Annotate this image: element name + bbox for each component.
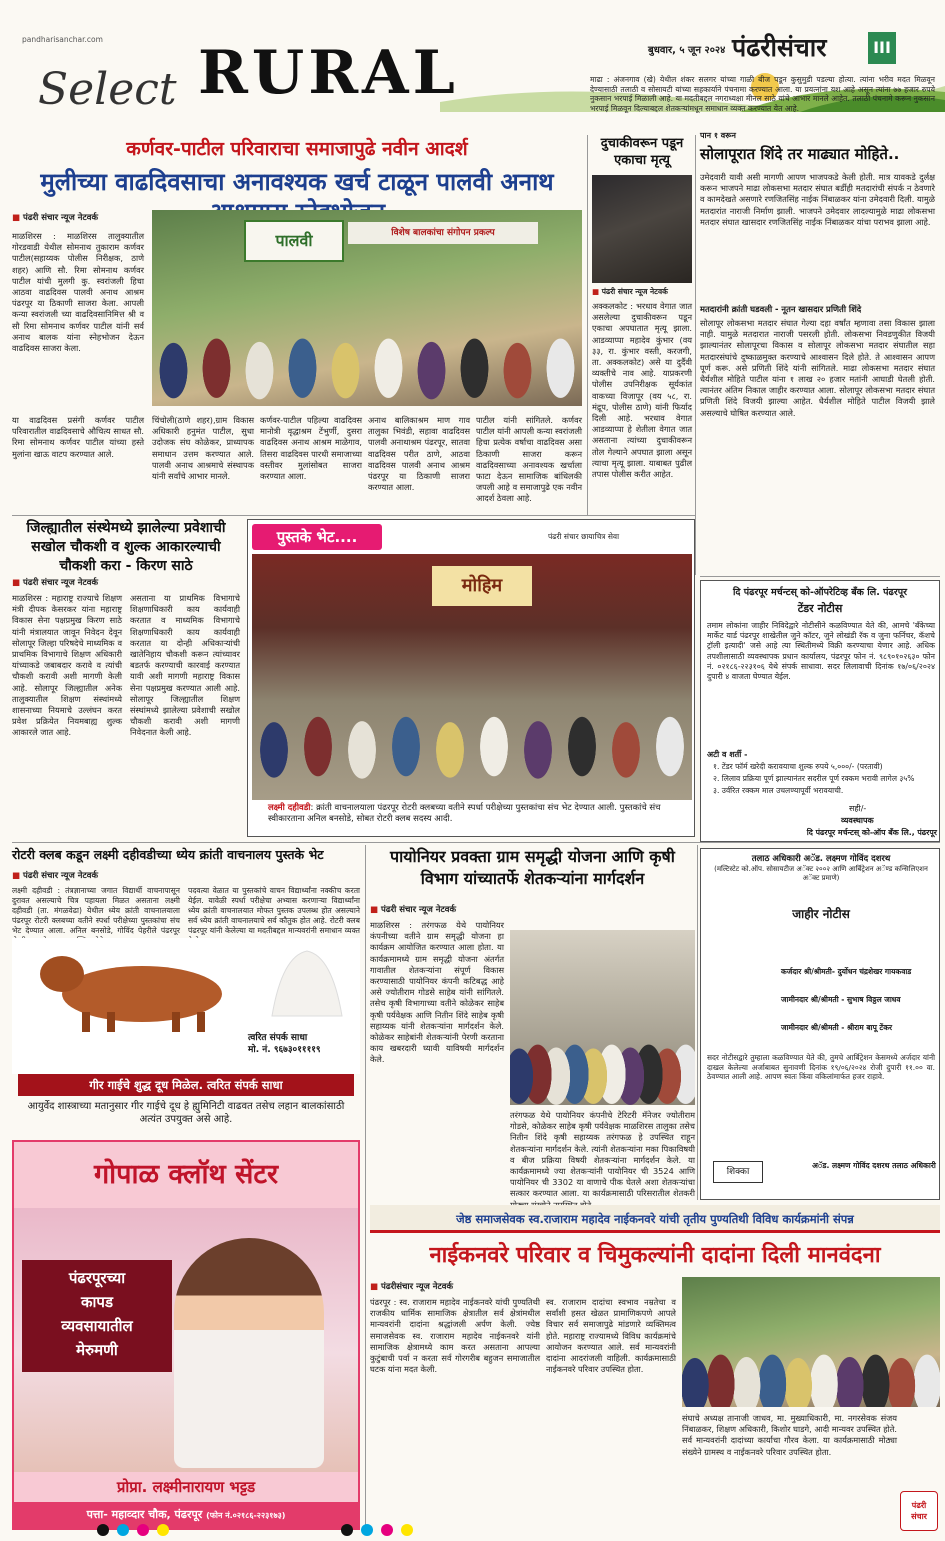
books-people bbox=[252, 633, 692, 800]
rotary-byline: ■ पंढरी संचार न्यूज नेटवर्क bbox=[12, 871, 98, 881]
accident-byline-text: पंढरी संचार न्यूज नेटवर्क bbox=[601, 287, 668, 296]
print-color-marks bbox=[96, 1522, 236, 1536]
pioneer-people bbox=[510, 1009, 695, 1105]
naikanware-headline: नाईकनवरे परिवार व चिमुकल्यांनी दादांना दिली मानवंदना bbox=[429, 1243, 881, 1268]
naikanware-byline-text: पंढरीसंचार न्यूज नेटवर्क bbox=[381, 1282, 454, 1292]
bank-title: टेंडर नोटीस bbox=[797, 602, 843, 615]
pioneer-photo[interactable] bbox=[510, 930, 695, 1105]
pioneer-col2: तरंगफळ येथे पायोनियर कंपनीचे टेरिटरी मॅनेजर ज्योतीराम गोडसे, कोळेकर साहेब कृषी पर्यवेक्षक माळशिरस तालुका तसेच नितीन शिंदे कृषी सहाय्यक तरंगफळ हे उपस्थित राहून शेतकऱ्यांना मार्गदर्शन केले. त्यांनी शेतकऱ्यांना मका पिकाविषयी व बीज प्रक्रिया विषयी शेतकऱ्यांना मार्गदर्शन केले. या कार्यक्रमामध्ये ज्या शेतकऱ्यांनी पायोनियर ची 3524 आणि पायोनियर ची 3302 या वाणाचे पीक घेतले अशा शेतकऱ्यांचा सत्कार करण्यात आला. या कार्यक्रमासाठी परिसरातील शेतकरी bbox=[510, 1110, 695, 1199]
education-byline: ■ पंढरी संचार न्यूज नेटवर्क bbox=[12, 578, 98, 588]
pioneer-headline: पायोनियर प्रवक्ता ग्राम समृद्धी योजना आणि कृषी विभाग यांच्यातर्फे शेतकऱ्यांना मार्गदर्शन bbox=[390, 847, 675, 888]
education-headline: जिल्ह्यातील संस्थेमध्ये झालेल्या प्रवेशाची सखोल चौकशी व शुल्क आकारल्याची चौकशी करा - किरण साठे bbox=[26, 520, 226, 574]
story1-col4: कर्णवर-पाटील पहिल्या वाढदिवस मानोत्री वृद्धाश्रम टेंभुर्णी, दुसरा वाढदिवस अनाथ आश्रम माळेगाव, तिसरा वाढदिवस पारधी समाजाच्या वस्तीवर मुलांसोबत साजरा करण्यात आला. bbox=[260, 415, 362, 482]
divider bbox=[12, 515, 695, 516]
divider bbox=[695, 135, 696, 575]
pioneer-col1: माळशिरस : तरंगफळ येथे पायोनियर कंपनीच्या वतीने ग्राम समृद्धी योजना हा कार्यक्रम आयोजित करण्यात आला होता. या कार्यक्रमामध्ये ग्राम समृद्धी योजना अंतर्गत गावातील शेतकऱ्यांना संपूर्ण विकास करण्यासाठी पायोनियर कंपनी कटिबद्ध आहे असे ज्योतीराम गोडसे साहेब यांनी सांगितले. तसेच कृषी विभागाच्या वतीने कोळेकर साहेब कृषी पर्यवेक्षक आणि नितीन शिंदे साहेब कृषी सहाय्यक यांनी शेतकऱ्यांना मार्गदर्शन केले. कोळेकर साहेबांनी शेतकऱ्यांनी पेरणी करताना काय खबरदारी घ्यावी याविषयी मार्गदर्शन केले. bbox=[370, 920, 504, 1065]
woman-figure bbox=[174, 1238, 324, 1468]
story1-col5: अनाथ बालिकाश्रम माण गाव तालुका भिवंडी, सहावा वाढदिवस पालवी अनाथाश्रम पंढरपूर, सातवा वाढदिवस परीत ठाणे, आठवा वाढदिवस पालवी अनाथ आश्रम पंढरपूर या ठिकाणी साजरा करण्यात आला. bbox=[368, 415, 470, 493]
cloth-tagline bbox=[22, 1260, 172, 1372]
milk-splash bbox=[262, 946, 352, 1026]
gir-cow-ad bbox=[12, 938, 360, 1074]
print-color-marks bbox=[340, 1522, 480, 1536]
naikanware-col3: संघाचे अध्यक्ष तानाजी जाधव, मा. मुख्याधिकारी, मा. नगरसेवक संजय निंबाळकर, शिक्षण अधिकारी, किशोर घाडगे, आदी मान्यवर उपस्थित होते. सर्व मान्यवरांनी दादांच्या कार्याचा गौरव केला. या कार्यक्रमासाठी मोठ्या संख्येने ग्रामस्थ व नाईकनवरे परिवार उपस्थित होता. bbox=[682, 1413, 897, 1457]
divider bbox=[365, 845, 366, 1535]
education-byline-text: पंढरी संचार न्यूज नेटवर्क bbox=[23, 578, 98, 588]
legal-name-2: जामीनदार श्री/श्रीमती - सुभाष विठ्ठल जाधव bbox=[781, 995, 901, 1004]
masthead-rural: RURAL bbox=[198, 38, 459, 108]
legal-title: जाहीर नोटीस bbox=[792, 907, 850, 921]
accident-photo[interactable] bbox=[592, 175, 692, 283]
photo-banner: पालवी bbox=[244, 220, 344, 262]
cloth-address: पत्ता- महाव्दार चौक, पंढरपूर bbox=[86, 1508, 203, 1521]
books-credit: पंढरी संचार छायाचित्र सेवा bbox=[548, 532, 620, 541]
bank-term-3: ३. उर्वरित रक्कम माल उचलण्यापूर्वी भरावयाची. bbox=[713, 786, 844, 795]
legal-name-1: कर्जदार श्री/श्रीमती- दुर्योधन चंद्रशेखर गायकवाड bbox=[781, 967, 912, 976]
rotary-headline: रोटरी क्लब कडून लक्ष्मी दहीवडीच्या ध्येय क्रांती वाचनालय पुस्तके भेट bbox=[12, 847, 324, 862]
naikanware-photo[interactable] bbox=[682, 1277, 940, 1407]
story-rotary bbox=[12, 846, 360, 936]
story-palavi bbox=[12, 135, 582, 511]
tagline-2: कापड bbox=[81, 1293, 113, 1311]
logo-line1: पंढरी bbox=[911, 1501, 927, 1510]
site-url[interactable]: pandharisanchar.com bbox=[22, 35, 103, 44]
caption-text: क्रांती वाचनालयाला पंढरपूर रोटरी क्लबच्या वतीने स्पर्धा परीक्षेच्या पुस्तकांचा संच भेट देण्यात आली. पुस्तकांचे संच स्वीकारताना अनिल बनसोडे, सोबत रोटरी क्लब सदस्य आदी. bbox=[268, 803, 661, 824]
story1-col1: माळशिरस : माळशिरस तालुक्यातील गोरडवाडी येथील सोमनाथ तुकाराम कर्णवर पाटील(सहाय्यक पोलीस निरीक्षक, ठाणे शहर) आणि सौ. रिमा सोमनाथ कर्णवर पाटील यांची मुलगी कु. स्वरांजली हिचा आठवा वाढदिवस पालवी अनाथ आश्रम पंढरपूर या ठिकाणी साजरा केला. आपली कन्या स्वरांजली च्या वाढदिवसानिमित्त श्री व सौ रिमा सोमनाथ कर्णवर पाटील यांनी सर्व अनाथ बालक यांना स्नेहभोजन देऊन वाढदिवस साजरा केला. bbox=[12, 231, 144, 354]
solapur-headline: सोलापूरात शिंदे तर माढ्यात मोहिते.. bbox=[700, 145, 900, 163]
logo-line2: संचार bbox=[911, 1512, 927, 1521]
logo-badge bbox=[900, 1491, 938, 1531]
education-col2: असताना या प्राथमिक विभागाचे शिक्षणाधिकारी काय कार्यवाही करतात व माध्यमिक विभागाचे शिक्षणाधिकारी काय कार्यवाही करतात या दोन्ही अधिकाऱ्यांची खातेनिहाय चौकशी करून त्यांच्यावर बडतर्फ करण्याची कारवाई करण्यात यावी अशी मागणी महाराष्ट्र विकास सेना पक्षप्रमुख करण्यात आली आहे. सोलापूर जिल्ह्यातील शिक्षण संस्थांमध्ये झालेल्या प्रवेशाची सखोल चौकशी करावी अशी मागणी निवेदनात केली आहे. bbox=[130, 593, 240, 738]
books-photo[interactable] bbox=[252, 554, 692, 800]
accident-byline: ■ पंढरी संचार न्यूज नेटवर्क bbox=[592, 287, 668, 296]
legal-head1: तलाठ अधिकारी अॅड. लक्ष्मण गोविंद दशरथ bbox=[751, 854, 891, 864]
bank-term-1: १. टेंडर फॉर्म खरेदी करावयाचा शुल्क रुपये ५,०००/- (परतावी) bbox=[713, 762, 883, 771]
story-pioneer bbox=[370, 846, 695, 1201]
photo-banner-2: विशेष बालकांचा संगोपन प्रकल्प bbox=[348, 222, 538, 244]
legal-body: सदर नोटीसद्वारे तुम्हाला कळविण्यात येते की, तुमचे आर्बिट्रेशन केसमध्ये अर्जदार यांनी दाखल केलेल्या अर्जाबाबत सुनावणी दिनांक १९/०६/२०२४ रोजी दुपारी ११.०० वा. ठेवण्यात आली आहे. आपण स्वतः किंवा वकिलांमार्फत हजर राहावे. bbox=[707, 1053, 935, 1082]
masthead bbox=[0, 0, 945, 130]
naikanware-kicker: जेष्ठ समाजसेवक स्व.राजाराम महादेव नाईकनवरे यांची तृतीय पुण्यतिथी विविध कार्यक्रमांनी संपन्न bbox=[370, 1205, 940, 1233]
cloth-title: गोपाळ क्लॉथ सेंटर bbox=[14, 1142, 358, 1208]
books-caption: लक्ष्मी दहीवडी: क्रांती वाचनालयाला पंढरपूर रोटरी क्लबच्या वतीने स्पर्धा परीक्षेच्या पुस्तकांचा संच भेट देण्यात आली. पुस्तकांचे संच स्वीकारताना अनिल बनसोडे, सोबत रोटरी क्लब सदस्य आदी. bbox=[268, 803, 661, 824]
bank-term-2: २. लिलाव प्रक्रिया पूर्ण झाल्यानंतर सदरील पूर्ण रक्कम भरावी लागेल ३५% bbox=[713, 774, 915, 783]
tagline-4: मेरुमणी bbox=[76, 1341, 118, 1359]
cloth-center-ad bbox=[12, 1140, 360, 1530]
story1-byline-text: पंढरी संचार न्यूज नेटवर्क bbox=[23, 213, 98, 223]
cow-contact-label: त्वरित संपर्क साधा bbox=[248, 1033, 308, 1043]
story-naikanware bbox=[370, 1205, 940, 1535]
accident-body: अक्कलकोट : भरधाव वेगात जात असलेल्या दुचाकीवरून पडून एकाचा अपघातात मृत्यू झाला. आडव्याप्पा महादेव कुंभार (वय ३३, रा. कुंभार वस्ती, करजगी, ता. अक्कलकोट) असे या दुर्दैवी व्यक्तीचे नाव आहे. याप्रकरणी पोलीस उपनिरीक्षक सूर्यकांत वाकच्या विजापूर (वय ५८, रा. मंद्रूप, पोलीस ठाणे) यांनी फिर्याद दिली आहे. भरधाव वेगात आडव्याप्पा हे शेतीला वेगात जात असताना त्यांच्या दुचाकीवरून तोल गेल्याने अपघात झाला असून त्याचा मृत्यू झाला. याबाबत पुढील तपास पोलीस करीत आहेत. bbox=[592, 301, 692, 480]
books-banner: मोहिम bbox=[432, 566, 532, 606]
caption-label: लक्ष्मी दहीवडी bbox=[268, 803, 311, 813]
story1-photo[interactable] bbox=[152, 210, 582, 406]
story1-byline: ■ पंढरी संचार न्यूज नेटवर्क bbox=[12, 213, 98, 223]
story-education bbox=[12, 519, 240, 837]
books-headline: पुस्तके भेट.... bbox=[252, 524, 382, 550]
books-feature bbox=[247, 519, 695, 837]
naikanware-col1: पंढरपूर : स्व. राजाराम महादेव नाईकनवरे यांची पुण्यतिथी राजकीय धार्मिक सामाजिक क्षेत्रातील सर्व क्षेत्रांमधील मान्यवरांनी दादांना श्रद्धांजली अर्पण केली. ज्येष्ठ समाजसेवक स्व. राजाराम महादेव नाईकनवरे यांनी सामाजिक क्षेत्रामध्ये काम करत असताना आपल्या कुटुंबाची पर्वा न करता सर्व गोरगरीब बहुजन समाजातील घटक यांना मदत केली. bbox=[370, 1297, 540, 1375]
story1-col6: पाटील यांनी सांगितले. कर्णवर पाटील यांनी आपली कन्या स्वरांजली हिचा प्रत्येक वर्षाचा वाढदिवस असा ठिकाणी साजरा करून वाढदिवसाच्या अनावश्यक खर्चाला फाटा देऊन सामाजिक बांधिलकी जपली आहे व समाजापुढे एक नवीन आदर्श ठेवला आहे. bbox=[476, 415, 582, 504]
story1-headline: मुलीच्या वाढदिवसाचा अनावश्यक खर्च टाळून पालवी अनाथ bbox=[40, 168, 554, 196]
solapur-subhead: मतदारांनी क्रांती घडवली - नूतन खासदार प्रणिती शिंदे bbox=[700, 304, 862, 314]
naikanware-col2: स्व. राजाराम दादांचा स्वभाव नम्रतेचा व सर्वांशी हसत खेळत प्रामाणिकपणे आपले विचार सर्व समाजापुढे मांडणारे व्यक्तिमत्व होते. महाराष्ट्र राज्यामध्ये विविध कार्यक्रमांचे आयोजन करण्यात आले. सर्व मान्यवरांनी दादांना आदरांजली वाहिली. कार्यक्रमासाठी नाईकनवरे परिवार उपस्थित होता. bbox=[546, 1297, 676, 1375]
pioneer-byline: ■ पंढरी संचार न्यूज नेटवर्क bbox=[370, 905, 456, 915]
naikanware-people bbox=[682, 1336, 940, 1408]
legal-sign: अॅड. लक्ष्मण गोविंद दशरथ तलाठ अधिकारी bbox=[812, 1161, 936, 1170]
story1-kicker: कर्णवर-पाटील परिवाराचा समाजापुढे नवीन आदर्श bbox=[126, 138, 468, 160]
cloth-owner: प्रोप्रा. लक्ष्मीनारायण भट्टड bbox=[14, 1472, 358, 1502]
rotary-col2: पदवत्या वेळात या पुस्तकांचे वाचन विद्यार्थ्यांना नक्कीच करता येईल. यावेळी स्पर्धा परीक्षेचा अभ्यास करणाऱ्या विद्यार्थ्यांना ध्येय क्रांती वाचनालयात मोफत पुस्तक उपलब्ध होत असल्याने सर्व ध्येय क्रांती वाचनालयाचे सर्व कौतुक होत आहे. रोटरी क्लब पंढरपूर यांनी केलेल्या या मदतीबद्दल मान्यवरांनी समाधान व्यक्त bbox=[188, 886, 360, 935]
cow-phone[interactable]: मो. नं. ९६७३०११११९ bbox=[248, 1045, 321, 1055]
accident-headline: दुचाकीवरून पडून एकाचा मृत्यू bbox=[600, 136, 684, 168]
masthead-select: Select bbox=[38, 64, 177, 115]
divider bbox=[700, 576, 940, 577]
bank-terms-title: अटी व शर्ती - bbox=[707, 750, 748, 759]
legal-notice bbox=[700, 848, 940, 1200]
rotary-col1: लक्ष्मी दहीवडी : तंत्रज्ञानाच्या जगात विद्यार्थी वाचनापासून दुरावत असल्याचे चित्र पहायला मिळत असताना लक्ष्मी दहीवडी (ता. मंगळवेढा) येथील ध्येय क्रांती वाचनालयाला पंढरपूर रोटरी क्लबच्या वतीने स्पर्धा परीक्षेच्या पुस्तकांचा संच भेट देण्यात आला. अनिल बनसोडे, गोविंद पेहरीले पंढरपूर bbox=[12, 886, 180, 935]
bank-sign-3: दि पंढरपूर मर्चन्टस् को-ऑप बँक लि., पंढरपूर bbox=[806, 828, 937, 837]
issue-date: बुधवार, ५ जून २०२४ bbox=[648, 45, 726, 56]
legal-head2: (मल्टिस्टेट को.ऑप. सोसायटीज अॅक्ट २००२ आणि आर्बिट्रेशन अॅण्ड कन्सिलिएशन अॅक्ट प्रमाणे) bbox=[714, 865, 928, 882]
legal-name-3: जामीनदार श्री/श्रीमती - श्रीराम बापू टेंकर bbox=[781, 1023, 893, 1032]
cloth-phone[interactable]: (फोन नं.०२१८६-२२३१७३) bbox=[206, 1511, 286, 1520]
pioneer-byline-text: पंढरी संचार न्यूज नेटवर्क bbox=[381, 905, 456, 915]
story-solapur bbox=[700, 130, 935, 575]
story1-col2: या वाढदिवस प्रसंगी कर्णवर पाटील परिवारातील वाढदिवसाचे औचित्य साधत सौ. रिमा सोमनाथ कर्णवर पाटील यांच्या हस्ते मुलांना खाऊ वाटप करण्यात आले. bbox=[12, 415, 144, 459]
page-number: III bbox=[868, 32, 896, 64]
cow-banner: गीर गाईचे शुद्ध दूध मिळेल. त्वरित संपर्क साधा bbox=[18, 1074, 354, 1096]
photo-people bbox=[152, 288, 582, 406]
tagline-3: व्यवसायातील bbox=[61, 1317, 133, 1335]
bank-name: दि पंढरपूर मर्चन्टस् को-ऑपरेटिव्ह बँक लि. पंढरपूर bbox=[732, 587, 908, 598]
legal-stamp: शिक्का bbox=[713, 1161, 763, 1183]
bank-sign-1: सही/- bbox=[849, 804, 867, 813]
divider bbox=[12, 842, 940, 843]
divider bbox=[697, 845, 698, 1200]
story1-col3: चिंचोली(ठाणे शहर),ग्राम विकास अधिकारी हनुमंत पाटील, सुधा उदोजक संघ कोळेकर, प्राध्यापक समाधान उत्तम करण्यात आले. पालवी अनाथ आश्रमाचे संस्थापक यांनी सर्वांचे आभार मानले. bbox=[152, 415, 254, 482]
cow-sub: आयुर्वेद शास्त्राच्या मतानुसार गीर गाईचे दूध हे ह्युमिनिटी वाढवत तसेच लहान बालकांसाठी अत्यंत उपयुक्त असे आहे. bbox=[27, 1101, 345, 1125]
divider bbox=[587, 135, 588, 515]
top-strip-news: माढा : अंजनगाव (खे) येथील शंकर सलगर यांच्या गाळी बीज पडून कुसुमुडी पडल्या होत्या. त्यांना भरीव मदत मिळवून देण्यासाठी तलाठी व सोसायटी यांच्या सहकार्याने पंचनामा करण्यात आला. या प्रयत्नांना यश आहे असून त्यांना ७७ हजार रुपये नुकसान भरपाई मिळाली आहे. या मदतीबद्दल नगराध्यक्षा मीनल साठे यांचे आभार मानले आहेत. तलाठी पंचनामे करून नुकसान भरपाई मिळवून दिल्याबद्दल शेतकऱ्यांमधून समाधान व्यक्त करण्यात येत आहे. bbox=[590, 75, 935, 113]
bank-sign-2: व्यवस्थापक bbox=[841, 816, 874, 825]
solapur-tag: पान १ वरून bbox=[700, 131, 736, 140]
solapur-body2: सोलापूर लोकसभा मतदार संघात गेल्या दहा वर्षांत म्हणावा तसा विकास झाला नाही. यामुळे मतदारात नाराजी पसरली होती. लोकसभा निवडणुकीत विजयी झाल्यानंतर सोलापूरचा विकास व सोलापूर लोकसभा मतदार संघातील सहा मतदारसंघांचे दुष्काळमुक्त करण्याचे आश्वासन दिले होते. ते आश्वासन आपण पूर्ण करू. असे प्रणिती शिंदे यांनी सांगितले. माढा लोकसभा मतदार संघात धैर्यशील मोहिते पाटील यांना १ लाख २० हजार मतांनी आघाडी घेतली होती. त्यानंतर अंतिम निकाल जाहीर करण्यात आला. सोलापूर लोकसभा मतदार संघात प्रणिती शिंदे विजयी झाल्या आहेत. धैर्यशील मोहिते पाटील विजयी झाले असल्याचे घोषित करण्यात आले. bbox=[700, 318, 935, 418]
cow-image[interactable] bbox=[22, 944, 252, 1032]
naikanware-byline: ■ पंढरीसंचार न्यूज नेटवर्क bbox=[370, 1282, 454, 1292]
bank-tender-notice bbox=[700, 580, 940, 842]
solapur-body1: उमेदवारी यावी असी मागणी आपण भाजपकडे केली होती. मात्र यावकडे दुर्लक्ष करून भाजपने माढा लोकसभा मतदार संघात बर्डीही मतदारांची संपर्क न ठेवणारे व कामदेखते असणारे रणजितसिंह नाईक निंबाळकर यांना उमेदवारी दिली. यामुळे मतदारांत नाराजी निर्माण झाली. भाजपने उमेदवार लादल्यामुळे माढा लोकसभा मतदार संघात खासदार रणजितसिंह नाईक निंबाळकर यांचा पराभव झाला आहे. bbox=[700, 172, 935, 227]
education-col1: माळशिरस : महाराष्ट्र राज्याचे शिक्षण मंत्री दीपक केसरकर यांना महाराष्ट्र विकास सेना पक्षप्रमुख किरण साठे यांनी मंत्रालयात जावून निवेदन देवून सोलापूर जिल्हा परिषदेचे माध्यमिक व प्राथमिक विभागाचे शिक्षण अधिकारी यांच्याकडे जबाबदार करावे व त्यांची चौकशी करावी अशी मागणी केली आहे. सोलापूर जिल्ह्यातील अनेक तालुक्यातील शिक्षण संस्थांमध्ये शासनाच्या नियमाचे उल्लंघन करत प्रवेश प्रक्रियेत नियमबाह्य शुल्क आकारले जात आहे. bbox=[12, 593, 122, 738]
story-accident bbox=[592, 135, 692, 515]
paper-name: पंढरीसंचार bbox=[732, 33, 827, 62]
tagline-1: पंढरपूरच्या bbox=[68, 1269, 126, 1287]
bank-body: तमाम लोकांना जाहीर निविदेद्वारे नोटीसीने कळविण्यात येते की, आमचे 'बँकेच्या मार्केट यार्ड पंढरपूर शाखेतील जुने कॉटर, जुने लोखंडी रॅक व जुना फर्निचर, कॅशचे ट्रॉली इत्यादी' जसे आहे त्या स्थितीमध्ये विक्री करण्याचा येणार आहे. अधिक तपशीलासाठी व्यवस्थापक प्रधान कार्यालय, पंढरपूर फोन नं. ९८९०१०२६३० फोन नं. ०२१८६-२२३१०६ येथे संपर्क साधावा. सदर लिलावाची दिनांक १७/०६/२०२४ दुपारी ४ वाजता घेण्यात येईल. bbox=[707, 621, 935, 682]
rotary-byline-text: पंढरी संचार न्यूज नेटवर्क bbox=[23, 871, 98, 881]
